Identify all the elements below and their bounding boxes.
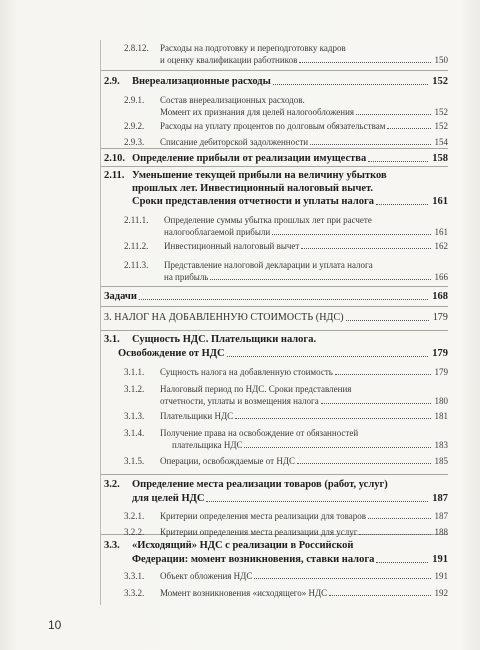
leader-dots <box>321 403 431 404</box>
entry-title-line2: налогооблагаемой прибыли <box>164 227 271 237</box>
entry-title: Сущность налога на добавленную стоимость <box>160 367 333 377</box>
entry-number: 2.9. <box>104 76 120 87</box>
toc-entry-cont <box>172 439 448 451</box>
entry-number: 2.9.1. <box>124 95 145 105</box>
entry-title-line2: на прибыль <box>164 272 209 282</box>
leader-dots <box>335 374 431 375</box>
entry-title: «Исходящий» НДС с реализации в Российской <box>132 540 354 551</box>
entry-page: 181 <box>434 411 448 421</box>
entry-page: 179 <box>432 348 448 359</box>
toc-entry <box>118 455 448 467</box>
leader-dots <box>227 356 429 357</box>
entry-number: 2.11.3. <box>124 260 149 270</box>
leader-dots <box>346 320 429 321</box>
entry-page: 188 <box>434 527 448 537</box>
leader-dots <box>206 501 428 502</box>
entry-title-line2: Момент их признания для целей налогообложения <box>160 107 355 117</box>
entry-title: Определение суммы убытка прошлых лет при расчете <box>164 215 372 225</box>
toc-entry <box>118 136 448 148</box>
entry-title: Расходы на уплату процентов по долговым обязательствам <box>160 121 386 131</box>
separator <box>100 166 448 167</box>
leader-dots <box>272 234 430 235</box>
entry-title: Налоговый период по НДС. Сроки представления <box>160 384 352 394</box>
leader-dots <box>356 114 430 115</box>
entry-number: 2.11.2. <box>124 241 149 251</box>
entry-title-line2: и оценку квалификации работников <box>160 55 298 65</box>
leader-dots <box>301 248 430 249</box>
leader-dots <box>297 463 431 464</box>
toc-section <box>104 170 448 182</box>
entry-number: 3.3.2. <box>124 588 145 598</box>
entry-title: Определение прибыли от реализации имущества <box>132 153 367 164</box>
entry-title: Операции, освобождаемые от НДС <box>160 456 295 466</box>
separator <box>100 306 448 307</box>
entry-number: 3.2.1. <box>124 511 145 521</box>
entry-number: 2.8.12. <box>124 43 149 53</box>
toc-entry <box>118 526 448 538</box>
entry-title: Сущность НДС. Плательщики налога. <box>132 334 317 345</box>
entry-title-line2: Федерации: момент возникновения, ставки налога <box>132 554 375 565</box>
leader-dots <box>254 578 430 579</box>
toc-section <box>104 76 448 88</box>
leader-dots <box>210 279 430 280</box>
entry-title: Критерии определения места реализации для услуг <box>160 527 358 537</box>
entry-number: 2.11.1. <box>124 215 149 225</box>
entry-title: Уменьшение текущей прибыли на величину убытков <box>132 170 387 181</box>
toc-entry <box>118 366 448 378</box>
toc-entry <box>118 410 448 422</box>
toc-entry-cont <box>164 226 448 238</box>
toc-entry-cont <box>164 271 448 283</box>
separator <box>100 474 448 475</box>
leader-dots <box>139 299 428 300</box>
toc-section-cont <box>132 554 448 566</box>
entry-page: 180 <box>434 396 448 406</box>
entry-title-line2: прошлых лет. Инвестиционный налоговый вычет. <box>132 183 374 194</box>
toc-section-cont <box>118 348 448 360</box>
toc-entry <box>118 94 448 106</box>
entry-page: 185 <box>434 456 448 466</box>
entry-page: 154 <box>434 137 448 147</box>
toc-entry <box>118 427 448 439</box>
entry-number: 3.2. <box>104 479 120 490</box>
entry-page: 187 <box>432 493 448 504</box>
toc-section <box>104 540 448 552</box>
entry-title: Расходы на подготовку и переподготовку кадров <box>160 43 346 53</box>
entry-page: 161 <box>432 196 448 207</box>
entry-page: 191 <box>434 571 448 581</box>
toc-section <box>104 334 448 346</box>
toc-section <box>104 479 448 491</box>
entry-page: 152 <box>432 76 448 87</box>
entry-title-line3: Сроки представления отчетности и уплаты налога <box>132 196 374 207</box>
entry-page: 191 <box>432 554 448 565</box>
entry-page: 192 <box>434 588 448 598</box>
entry-title: Задачи <box>104 291 137 302</box>
entry-number: 2.9.3. <box>124 137 145 147</box>
entry-number: 3.3.1. <box>124 571 145 581</box>
entry-title-line2: Освобождение от НДС <box>118 348 225 359</box>
entry-title: Определение места реализации товаров (работ, услуг) <box>132 479 388 490</box>
entry-title: Инвестиционный налоговый вычет <box>164 241 300 251</box>
leader-dots <box>359 534 430 535</box>
toc-section-cont <box>132 196 448 208</box>
entry-number: 2.10. <box>104 153 125 164</box>
leader-dots <box>376 204 428 205</box>
entry-number: 3.1. <box>104 334 120 345</box>
toc-entry <box>118 42 448 54</box>
entry-title: Объект обложения НДС <box>160 571 253 581</box>
entry-page: 161 <box>434 227 448 237</box>
toc-entry-cont <box>160 54 448 66</box>
separator <box>100 286 448 287</box>
toc-chapter <box>104 312 448 324</box>
entry-title-line2: отчетности, уплаты и возмещения налога <box>160 396 319 406</box>
toc-entry-cont <box>160 106 448 118</box>
entry-title: Представление налоговой декларации и уплата налога <box>164 260 373 270</box>
toc-entry <box>118 570 448 582</box>
entry-page: 187 <box>434 511 448 521</box>
entry-page: 162 <box>434 241 448 251</box>
entry-number: 3.3. <box>104 540 120 551</box>
leader-dots <box>368 518 431 519</box>
leader-dots <box>376 562 428 563</box>
toc-entry <box>118 510 448 522</box>
entry-number: 3.1.5. <box>124 456 145 466</box>
toc-entry-cont <box>160 395 448 407</box>
entry-title: Состав внереализационных расходов. <box>160 95 305 105</box>
leader-dots <box>387 128 430 129</box>
entry-number: 3.1.1. <box>124 367 145 377</box>
entry-page: 152 <box>434 121 448 131</box>
entry-page: 152 <box>434 107 448 117</box>
entry-number: 2.11. <box>104 170 125 181</box>
left-rule <box>100 40 101 605</box>
chapter-title: 3. НАЛОГ НА ДОБАВЛЕННУЮ СТОИМОСТЬ (НДС) <box>104 312 344 323</box>
toc-section <box>104 153 448 165</box>
entry-number: 2.9.2. <box>124 121 145 131</box>
entry-page: 168 <box>432 291 448 302</box>
toc-entry <box>118 383 448 395</box>
toc-section <box>104 291 448 303</box>
toc-entry <box>118 587 448 599</box>
leader-dots <box>273 84 428 85</box>
leader-dots <box>368 161 428 162</box>
separator <box>100 70 448 71</box>
leader-dots <box>235 418 430 419</box>
separator <box>100 148 448 149</box>
leader-dots <box>310 144 430 145</box>
entry-title: Момент возникновения «исходящего» НДС <box>160 588 328 598</box>
toc-entry <box>118 240 448 252</box>
entry-page: 179 <box>432 312 448 323</box>
leader-dots <box>329 595 430 596</box>
entry-page: 158 <box>432 153 448 164</box>
entry-number: 3.1.3. <box>124 411 145 421</box>
entry-title-line2: для целей НДС <box>132 493 205 504</box>
toc-entry <box>118 214 448 226</box>
entry-title: Получение права на освобождение от обязанностей <box>160 428 359 438</box>
page-number: 10 <box>48 618 62 632</box>
entry-number: 3.1.2. <box>124 384 145 394</box>
entry-number: 3.1.4. <box>124 428 145 438</box>
leader-dots <box>299 62 430 63</box>
separator <box>100 330 448 331</box>
entry-title: Внереализационные расходы <box>132 76 271 87</box>
entry-page: 183 <box>434 440 448 450</box>
entry-page: 166 <box>434 272 448 282</box>
entry-number: 3.2.2. <box>124 527 145 537</box>
entry-title: Плательщики НДС <box>160 411 234 421</box>
entry-page: 179 <box>434 367 448 377</box>
entry-title: Критерии определения места реализации для товаров <box>160 511 366 521</box>
toc-entry <box>118 120 448 132</box>
toc-entry <box>118 259 448 271</box>
toc-section-cont <box>132 493 448 505</box>
entry-title: Списание дебиторской задолженности <box>160 137 309 147</box>
leader-dots <box>244 447 430 448</box>
entry-page: 150 <box>434 55 448 65</box>
toc-section-cont <box>132 183 448 195</box>
entry-title-line2: плательщика НДС <box>172 440 243 450</box>
